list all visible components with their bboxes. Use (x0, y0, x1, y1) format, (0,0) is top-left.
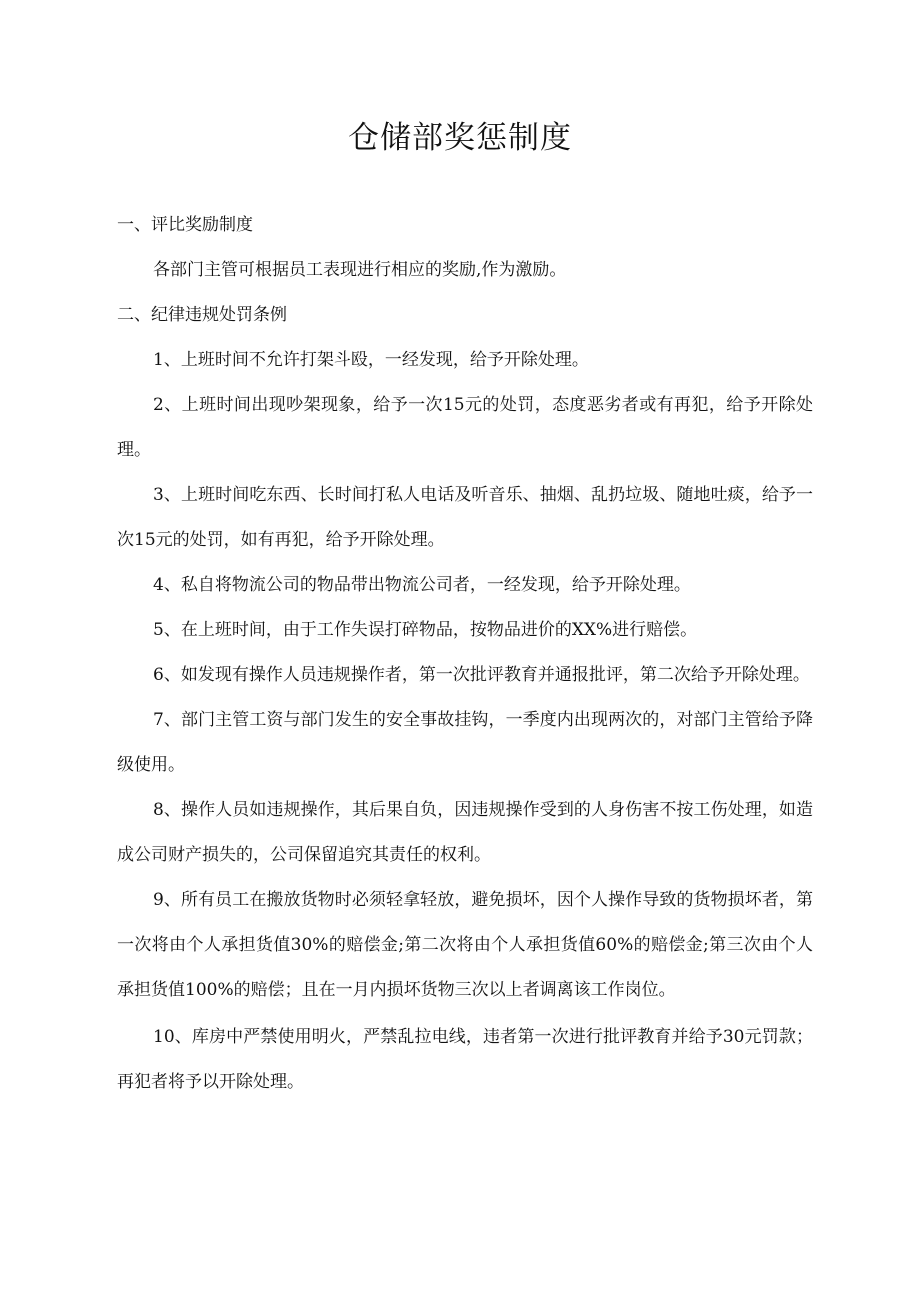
section-heading-rewards: 一、评比奖励制度 (117, 215, 253, 235)
penalty-item-8: 8、操作人员如违规操作，其后果自负，因违规操作受到的人身伤害不按工伤处理，如造成公司财产损失的，公司保留追究其责任的权利。 (117, 800, 813, 865)
section-heading-penalties: 二、纪律违规处罚条例 (117, 305, 287, 325)
penalty-item-9: 9、所有员工在搬放货物时必须轻拿轻放，避免损坏，因个人操作导致的货物损坏者，第一次将由个人承担货值30%的赔偿金;第二次将由个人承担货值60%的赔偿金;第三次由个人承担货值100%的赔偿；且在一月内损坏货物三次以上者调离该工作岗位。 (117, 890, 813, 1000)
document-title: 仓储部奖惩制度 (348, 120, 572, 156)
penalty-item-4: 4、私自将物流公司的物品带出物流公司者，一经发现，给予开除处理。 (153, 575, 691, 595)
penalty-item-3: 3、上班时间吃东西、长时间打私人电话及听音乐、抽烟、乱扔垃圾、随地吐痰，给予一次15元的处罚，如有再犯，给予开除处理。 (117, 485, 813, 550)
document-body (117, 203, 813, 1105)
rewards-paragraph: 各部门主管可根据员工表现进行相应的奖励,作为激励。 (153, 260, 567, 280)
penalty-item-10: 10、库房中严禁使用明火，严禁乱拉电线，违者第一次进行批评教育并给予30元罚款；再犯者将予以开除处理。 (117, 1027, 813, 1092)
penalty-item-5: 5、在上班时间，由于工作失误打碎物品，按物品进价的XX%进行赔偿。 (153, 620, 698, 640)
penalty-item-2: 2、上班时间出现吵架现象，给予一次15元的处罚，态度恶劣者或有再犯，给予开除处理。 (117, 395, 813, 460)
penalty-item-6: 6、如发现有操作人员违规操作者，第一次批评教育并通报批评，第二次给予开除处理。 (153, 665, 810, 685)
penalty-item-1: 1、上班时间不允许打架斗殴，一经发现，给予开除处理。 (153, 350, 589, 370)
penalty-item-7: 7、部门主管工资与部门发生的安全事故挂钩，一季度内出现两次的，对部门主管给予降级使用。 (117, 710, 813, 775)
